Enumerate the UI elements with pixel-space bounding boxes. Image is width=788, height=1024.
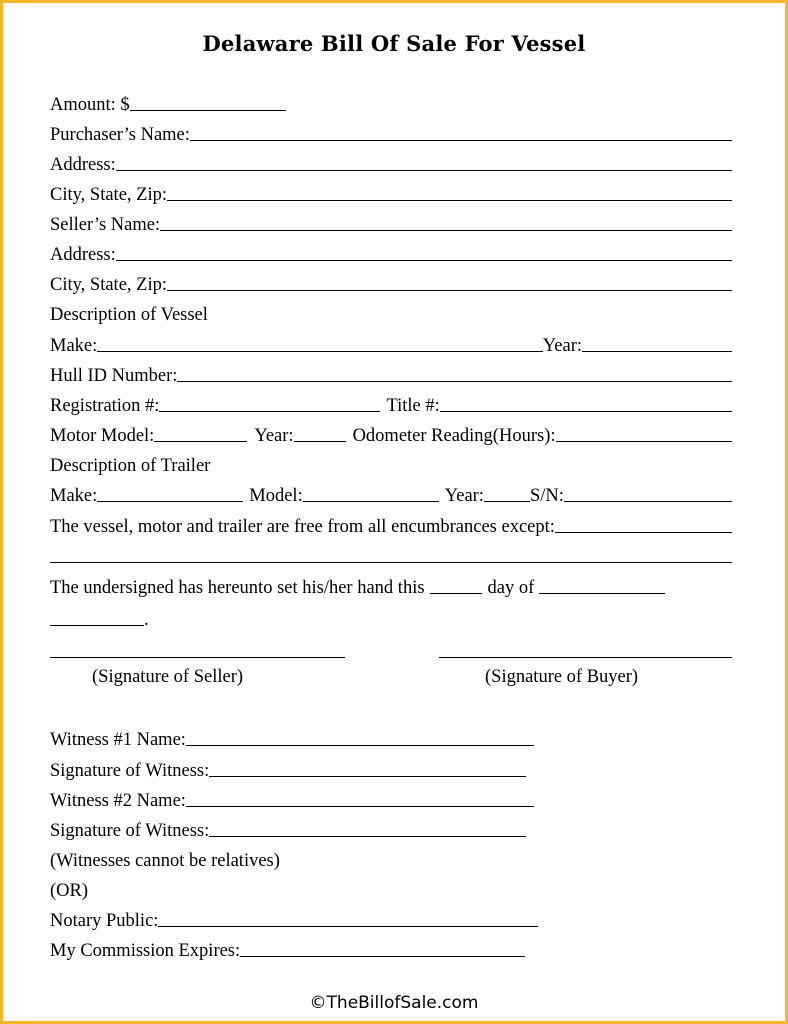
commission-label: My Commission Expires: [50,941,241,961]
witness2-name-field [50,787,534,811]
trailer-heading: Description of Trailer [50,456,211,476]
year-field [50,606,149,630]
undersigned-label: The undersigned has hereunto set his/her hand this [50,578,425,598]
witness-note: (Witnesses cannot be relatives) [50,851,280,871]
witness2-name-label: Witness #2 Name: [50,791,186,811]
motor-year-label: Year: [254,426,294,446]
commission-field [50,937,525,961]
seller-address-field [50,241,732,265]
seller-city-field [50,271,732,295]
notary-blank[interactable] [158,908,538,927]
trailer-make-blank[interactable] [97,483,243,502]
or-label: (OR) [50,881,89,901]
seller-name-label: Seller’s Name: [50,215,161,235]
encumbrances-continued-blank[interactable] [50,544,732,563]
witness2-signature-field [50,817,526,841]
registration-title-field [50,392,732,416]
vessel-make-year-field [50,332,732,356]
vessel-year-label: Year: [542,336,582,356]
motor-year-blank[interactable] [294,423,346,442]
buyer-signature-line[interactable] [439,657,732,658]
vessel-heading-row [50,301,732,325]
seller-address-blank[interactable] [116,242,732,261]
year-blank[interactable] [50,607,144,626]
witness1-name-blank[interactable] [186,727,534,746]
hull-id-blank[interactable] [177,363,732,382]
buyer-signature-caption: (Signature of Buyer) [485,667,639,687]
trailer-sn-blank[interactable] [564,483,732,502]
notary-field [50,907,538,931]
seller-signature-line[interactable] [50,657,345,658]
vessel-make-blank[interactable] [97,333,543,352]
seller-city-blank[interactable] [167,272,732,291]
hull-id-label: Hull ID Number: [50,366,178,386]
seller-city-label: City, State, Zip: [50,275,167,295]
title-number-label: Title #: [386,396,440,416]
seller-address-label: Address: [50,245,116,265]
day-of-label: day of [487,578,535,598]
encumbrances-continued-field [50,543,732,567]
witness1-name-label: Witness #1 Name: [50,730,186,750]
year-period: . [144,610,149,630]
motor-field [50,422,732,446]
purchaser-name-label: Purchaser’s Name: [50,125,190,145]
purchaser-city-field [50,181,732,205]
witness2-signature-label: Signature of Witness: [50,821,210,841]
witness1-signature-label: Signature of Witness: [50,761,210,781]
registration-blank[interactable] [159,393,380,412]
trailer-model-blank[interactable] [303,483,439,502]
purchaser-address-blank[interactable] [116,152,732,171]
trailer-sn-label: S/N: [529,486,564,506]
trailer-model-label: Model: [249,486,303,506]
trailer-field [50,482,732,506]
vessel-year-blank[interactable] [582,333,732,352]
seller-name-blank[interactable] [160,212,732,231]
vessel-make-label: Make: [50,336,98,356]
odometer-label: Odometer Reading(Hours): [352,426,556,446]
odometer-blank[interactable] [556,423,733,442]
encumbrances-label: The vessel, motor and trailer are free from all encumbrances except: [50,517,555,537]
motor-model-label: Motor Model: [50,426,155,446]
footer-copyright: ©TheBillofSale.com [309,993,479,1013]
witness1-signature-blank[interactable] [209,758,526,777]
vessel-heading: Description of Vessel [50,305,208,325]
seller-signature-caption: (Signature of Seller) [92,667,244,687]
purchaser-city-label: City, State, Zip: [50,185,167,205]
purchaser-city-blank[interactable] [167,182,732,201]
purchaser-name-blank[interactable] [190,122,732,141]
amount-label: Amount: $ [50,95,130,115]
hull-id-field [50,362,732,386]
amount-blank[interactable] [130,92,286,111]
witness1-name-field [50,726,534,750]
purchaser-name-field [50,121,732,145]
purchaser-address-field [50,151,732,175]
commission-blank[interactable] [240,938,525,957]
trailer-year-label: Year: [444,486,484,506]
title-number-blank[interactable] [440,393,732,412]
undersigned-field [50,574,665,598]
purchaser-address-label: Address: [50,155,116,175]
day-blank[interactable] [430,575,482,594]
amount-field [50,91,286,115]
encumbrances-field [50,513,732,537]
notary-label: Notary Public: [50,911,159,931]
registration-label: Registration #: [50,396,160,416]
seller-name-field [50,211,732,235]
month-blank[interactable] [539,575,665,594]
or-row [50,877,88,901]
witness2-name-blank[interactable] [186,788,534,807]
trailer-make-label: Make: [50,486,98,506]
witness-note-row [50,847,280,871]
trailer-year-blank[interactable] [484,483,530,502]
witness2-signature-blank[interactable] [209,818,526,837]
trailer-heading-row [50,452,732,476]
encumbrances-blank[interactable] [555,514,732,533]
witness1-signature-field [50,757,526,781]
motor-model-blank[interactable] [154,423,247,442]
document-title: Delaware Bill Of Sale For Vessel [202,31,586,56]
